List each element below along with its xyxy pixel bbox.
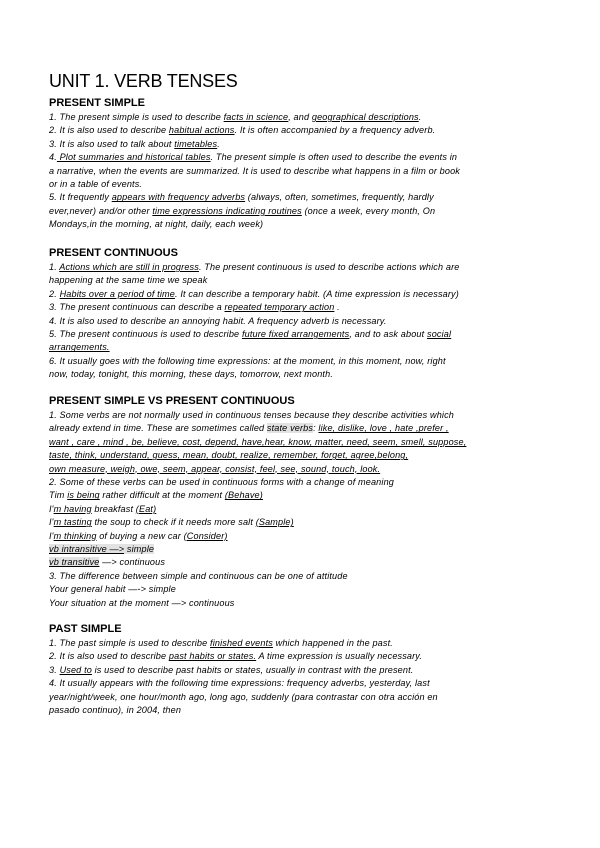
text-run: 1. The present simple is used to describe — [49, 112, 224, 122]
text-run: . — [217, 138, 220, 149]
text-run: 1. — [49, 262, 60, 272]
underlined-text: finished events — [210, 638, 273, 648]
text-line — [49, 355, 524, 368]
text-line — [49, 650, 524, 663]
text-run: 3. The difference between simple and continuous can be one of attitude — [49, 570, 348, 581]
text-line — [49, 489, 524, 502]
text-line — [49, 328, 524, 341]
underlined-text: vb intransitive —> — [49, 544, 125, 555]
text-run: of buying a new car — [96, 530, 184, 541]
section-past-simple — [49, 622, 524, 717]
text-run: . The present continuous is used to describe actions which are — [198, 262, 460, 272]
section-heading: PRESENT CONTINUOUS — [49, 247, 178, 259]
text-run: already extend in time. These are sometimes called — [49, 423, 267, 434]
text-line — [49, 691, 524, 704]
text-line — [49, 583, 524, 596]
text-run: which happened in the past. — [272, 638, 393, 648]
text-line — [49, 151, 524, 164]
text-line — [49, 138, 524, 151]
underlined-text: (Behave) — [224, 490, 263, 501]
underlined-text: habitual actions — [168, 125, 235, 136]
underlined-text: Used to — [59, 664, 92, 675]
section-present-simple — [49, 96, 524, 232]
text-line — [49, 274, 524, 287]
underlined-text: timetables — [174, 138, 218, 149]
text-run: 5. The present continuous is used to describe — [49, 329, 242, 340]
section-heading: PRESENT SIMPLE VS PRESENT CONTINUOUS — [49, 395, 295, 407]
text-run: 2. Some of these verbs can be used in continuous forms with a change of meaning — [49, 477, 394, 488]
text-line — [49, 315, 524, 328]
highlighted-text: simple — [124, 544, 155, 555]
underlined-text: own measure, weigh, owe, seem, appear, consist, feel, see, sound, touch, look. — [49, 463, 381, 474]
underlined-text: is being — [67, 490, 100, 501]
text-run: —> continuous — [99, 557, 166, 568]
text-run: 2. — [49, 288, 60, 299]
text-run: breakfast — [91, 503, 136, 514]
text-run: I' — [49, 503, 54, 514]
text-line — [49, 288, 524, 301]
text-run: 3. — [49, 664, 60, 675]
section-present-continuous — [49, 246, 524, 382]
text-run: 3. It is also used to talk about — [49, 138, 175, 149]
underlined-text: Plot summaries and historical tables — [56, 152, 211, 163]
text-line — [49, 503, 524, 516]
text-line — [49, 664, 524, 677]
section-heading: PAST SIMPLE — [49, 623, 122, 635]
text-run: , and to ask about — [349, 329, 427, 340]
text-run: . — [334, 302, 340, 313]
text-run: ever,never) and/or other — [49, 205, 153, 216]
underlined-text: (Eat) — [135, 503, 157, 514]
underlined-text: arrangements. — [49, 342, 110, 353]
underlined-text: taste, think, understand, guess, mean, doubt, realize, remember, forget, agree,belong, — [49, 450, 409, 461]
underlined-text: future fixed arrangements — [241, 329, 350, 340]
text-line — [49, 422, 524, 435]
text-run: or in a table of events. — [49, 179, 143, 190]
text-line — [49, 178, 524, 191]
text-run: 4. It is also used to describe an annoying habit. A frequency adverb is necessary. — [49, 315, 387, 326]
text-line — [49, 704, 524, 717]
text-run: a narrative, when the events are summarized. It is used to describe what happens in a film or book — [49, 165, 460, 176]
text-line — [49, 436, 524, 449]
underlined-text: m thinking — [53, 530, 97, 541]
underlined-text: (Sample) — [255, 517, 294, 528]
text-line — [49, 543, 524, 556]
text-run: now, today, tonight, this morning, these days, tomorrow, next month. — [49, 369, 333, 380]
text-run: (once a week, every month, On — [301, 205, 436, 216]
section-simple-vs-continuous — [49, 394, 524, 610]
text-line — [49, 205, 524, 218]
underlined-text: past habits or states. — [168, 651, 257, 662]
text-line — [49, 556, 524, 569]
text-line — [49, 597, 524, 610]
text-run: . It can describe a temporary habit. (A time expression is necessary) — [174, 288, 459, 299]
underlined-text: time expressions indicating routines — [152, 205, 302, 216]
text-run: . It is often accompanied by a frequency adverb. — [234, 125, 436, 136]
underlined-text: geographical descriptions — [311, 112, 419, 122]
text-run: 2. It is also used to describe — [49, 125, 169, 136]
text-run: is used to describe past habits or states, usually in contrast with the present. — [91, 664, 414, 675]
text-run: I' — [49, 517, 54, 528]
underlined-text: vb transitive — [49, 557, 100, 568]
underlined-text: repeated temporary action — [224, 302, 335, 313]
underlined-text: m tasting — [53, 517, 92, 528]
text-run: Your general habit —-> simple — [49, 584, 176, 595]
text-line — [49, 218, 524, 231]
text-line — [49, 476, 524, 489]
section-heading: PRESENT SIMPLE — [49, 97, 145, 109]
underlined-text: facts in science — [223, 112, 289, 122]
text-run: . — [418, 112, 422, 122]
text-line — [49, 111, 524, 124]
text-run: A time expression is usually necessary. — [256, 651, 423, 662]
text-run: 4. — [49, 152, 57, 163]
text-line — [49, 261, 524, 274]
text-line — [49, 570, 524, 583]
highlighted-text: state verbs — [266, 423, 314, 434]
underlined-text: appears with frequency adverbs — [111, 192, 246, 203]
page-title: UNIT 1. VERB TENSES — [49, 71, 238, 91]
text-line — [49, 165, 524, 178]
text-line — [49, 409, 524, 422]
text-run: happening at the same time we speak — [49, 275, 208, 286]
underlined-text: social — [427, 329, 452, 340]
underlined-text: m having — [53, 503, 92, 514]
text-line — [49, 449, 524, 462]
text-run: I' — [49, 530, 54, 541]
text-run: Your situation at the moment —> continuous — [49, 597, 235, 608]
text-line — [49, 124, 524, 137]
text-run: (always, often, sometimes, frequently, hardly — [245, 192, 434, 203]
text-line — [49, 301, 524, 314]
underlined-text: (Consider) — [183, 530, 228, 541]
text-line — [49, 530, 524, 543]
text-run: 5. It frequently — [49, 192, 112, 203]
text-run: . The present simple is often used to describe the events in — [210, 152, 458, 163]
text-run: year/night/week, one hour/month ago, long ago, suddenly (para contrastar con otra acción en — [49, 691, 438, 702]
text-run: 2. It is also used to describe — [49, 651, 169, 662]
text-run: 4. It usually appears with the following time expressions: frequency adverbs, yesterday, last — [49, 678, 430, 689]
text-run: pasado continuo), in 2004, then — [49, 705, 182, 716]
text-run: rather difficult at the moment — [99, 490, 225, 501]
underlined-text: Actions which are still in progress — [59, 262, 199, 272]
text-line — [49, 637, 524, 650]
text-line — [49, 463, 524, 476]
underlined-text: Habits over a period of time — [59, 288, 175, 299]
text-run: the soup to check if it needs more salt — [91, 517, 256, 528]
text-run: 1. The past simple is used to describe — [49, 638, 211, 648]
text-run: 1. Some verbs are not normally used in continuous tenses because they describe activities which — [49, 410, 454, 420]
underlined-text: want , care , mind , be, believe, cost, depend, have,hear, know, matter, need, seem, smell, suppose, — [49, 436, 467, 447]
text-line — [49, 677, 524, 690]
text-run: : — [313, 423, 319, 434]
text-line — [49, 341, 524, 354]
text-run: , and — [288, 112, 312, 122]
text-line — [49, 516, 524, 529]
text-run: Tim — [49, 490, 68, 501]
text-line — [49, 368, 524, 381]
text-run: Mondays,in the morning, at night, daily, each week) — [49, 219, 264, 230]
text-run: 3. The present continuous can describe a — [49, 302, 225, 313]
text-run: 6. It usually goes with the following time expressions: at the moment, in this moment, now, right — [49, 355, 446, 366]
underlined-text: like, dislike, love , hate ,prefer , — [318, 423, 449, 434]
text-line — [49, 191, 524, 204]
